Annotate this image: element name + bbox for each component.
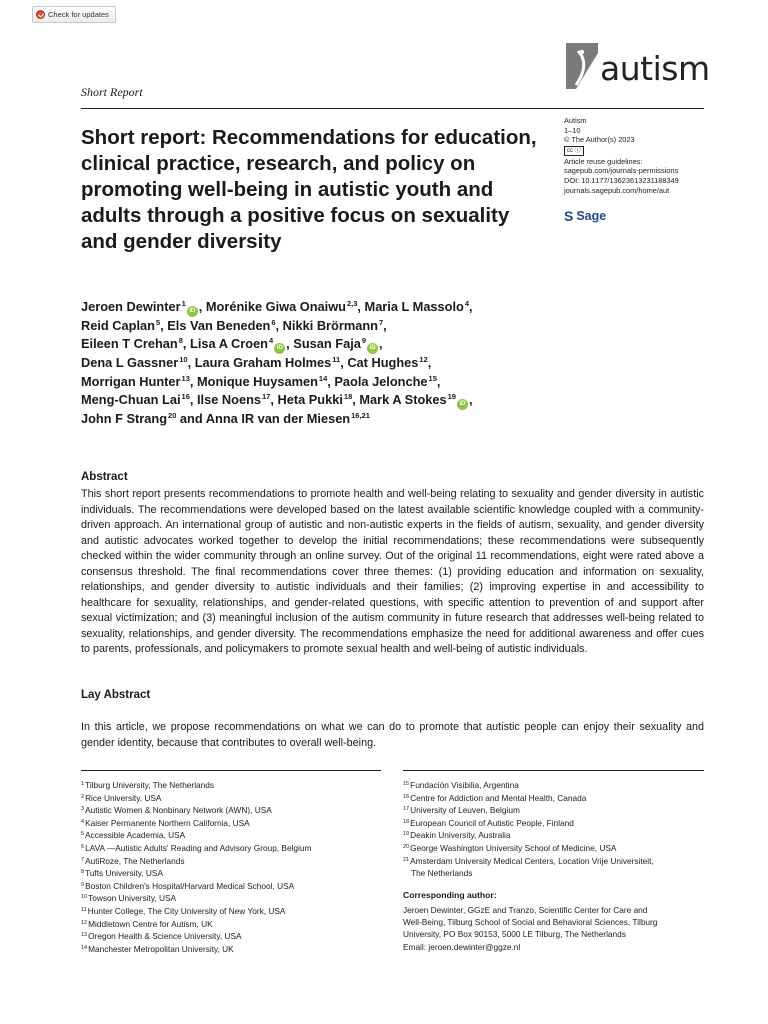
author bbox=[81, 392, 190, 407]
affiliation-text: Tufts University, USA bbox=[85, 868, 163, 879]
author-list: Jeroen Dewinter$^1$iD , Morénike Giwa Onaiwu$^{2,3}$, Maria L Massolo$^4$, Reid Caplan$^5$, Els Van Beneden$^6$, Nikki Brörmann$^7$, Eileen T Crehan$^8$, Lisa A Croen$^4$iD , Susan Faja$^9$iD , Dena L Gassner$^{10}$, Laura Graham Holmes$^{11}$, Cat Hughes$^{12}$, Morrigan Hunter$^{13}$, Monique Huysamen$^{14}$, Paola Jelonche$^{15}$, Meng-Chuan Lai$^{16}$, Ilse Noens$^{17}$, Heta Pukki$^{18}$, Mark A Stokes$^{19}$iD , John F Strang$^{20}$ and Anna IR van der Miesen$^{16,21}$ bbox=[81, 299, 473, 427]
page-range: 1–10 bbox=[564, 125, 581, 135]
affiliation-text: Autistic Women & Nonbinary Network (AWN), USA bbox=[85, 805, 272, 816]
article-title: Short report: Recommendations for education, clinical practice, research, and policy on promoting well-being in autistic youth and adults through a positive focus on sexuality and gender diversity bbox=[81, 126, 537, 253]
author-affiliation-ref: 9 bbox=[361, 336, 367, 346]
author-name: Anna IR van der Miesen bbox=[205, 411, 351, 427]
author-affiliation-ref: 18 bbox=[343, 392, 353, 402]
journal-name: Autism bbox=[564, 116, 587, 125]
lay-abstract-heading: Lay Abstract bbox=[81, 689, 151, 701]
journal-meta bbox=[564, 116, 704, 195]
author-name: Susan Faja bbox=[293, 336, 361, 352]
affiliation-number: 6 bbox=[81, 843, 85, 850]
author-name: Morénike Giwa Onaiwu bbox=[205, 299, 346, 314]
author-affiliation-ref: 11 bbox=[332, 355, 341, 365]
lay-abstract-text: In this article, we propose recommendations on what we can do to promote that autistic people can enjoy their sexuality and gender identity, because that contributes to overall well-being. bbox=[81, 721, 704, 749]
author-name: Meng-Chuan Lai bbox=[81, 392, 181, 408]
affiliation-number: 4 bbox=[81, 818, 85, 825]
corresponding-line: University, PO Box 90153, 5000 LE Tilburg, The Netherlands bbox=[403, 929, 626, 940]
author-name: Nikki Brörmann bbox=[282, 318, 378, 333]
author-affiliation-ref: 4 bbox=[269, 336, 274, 346]
affiliation-item bbox=[81, 792, 381, 805]
footer-rule-left bbox=[81, 770, 381, 771]
author bbox=[81, 336, 183, 351]
corresponding-email[interactable]: Email: jeroen.dewinter@ggze.nl bbox=[403, 941, 521, 952]
affiliation-number: 9 bbox=[81, 881, 85, 888]
author bbox=[81, 374, 190, 389]
affiliations-left bbox=[81, 779, 381, 955]
author-name: Morrigan Hunter bbox=[81, 373, 181, 389]
affiliation-number: 12 bbox=[81, 919, 88, 926]
author-affiliation-ref: 19 bbox=[447, 392, 456, 402]
author-affiliation-ref: 14 bbox=[318, 373, 328, 383]
journal-home-link[interactable]: journals.sagepub.com/home/aut bbox=[564, 185, 670, 195]
affiliation-item bbox=[81, 892, 381, 905]
affiliation-number: 3 bbox=[81, 806, 85, 813]
journal-logo bbox=[564, 43, 710, 98]
affiliation-text: Manchester Metropolitan University, UK bbox=[88, 943, 234, 954]
author-name: Laura Graham Holmes bbox=[194, 355, 332, 371]
affiliation-number: 1 bbox=[81, 781, 85, 787]
affiliation-number: 15 bbox=[403, 781, 410, 787]
affiliation-item bbox=[81, 817, 381, 830]
author bbox=[293, 336, 379, 351]
author-affiliation-ref: 17 bbox=[262, 392, 271, 402]
author bbox=[167, 318, 275, 333]
affiliation-item bbox=[81, 842, 381, 855]
journal-logo-word: autism bbox=[600, 49, 710, 88]
affiliation-number: 21 bbox=[403, 856, 410, 863]
affiliation-number: 18 bbox=[403, 818, 410, 825]
publisher-logo bbox=[564, 208, 606, 224]
affiliation-number: 13 bbox=[81, 932, 88, 939]
author-name: Jeroen Dewinter bbox=[81, 299, 181, 314]
affiliation-item bbox=[81, 779, 381, 792]
author-affiliation-ref: 20 bbox=[168, 411, 177, 421]
affiliation-item bbox=[81, 880, 381, 893]
author-affiliation-ref: 6 bbox=[271, 318, 276, 327]
corresponding-address bbox=[403, 904, 703, 953]
affiliation-item bbox=[81, 855, 381, 868]
affiliation-text: Amsterdam University Medical Centers, Location Vrije Universiteit, bbox=[410, 855, 654, 866]
author-affiliation-ref: 10 bbox=[179, 355, 188, 365]
affiliation-item bbox=[81, 804, 381, 817]
abstract-heading: Abstract bbox=[81, 471, 128, 483]
sage-s-icon: S bbox=[564, 208, 574, 224]
affiliation-item bbox=[81, 918, 381, 931]
affiliation-number: 2 bbox=[81, 793, 85, 800]
corresponding-line: Jeroen Dewinter, GGzE and Tranzo, Scientific Center for Care and bbox=[403, 905, 648, 915]
affiliation-item bbox=[81, 930, 381, 943]
affiliation-number: 20 bbox=[403, 843, 410, 850]
author bbox=[81, 411, 176, 426]
update-badge-icon bbox=[36, 10, 45, 19]
check-for-updates-label: Check for updates bbox=[48, 10, 109, 19]
author-affiliation-ref: 4 bbox=[464, 299, 470, 308]
affiliation-text: Fundación Visibilia, Argentina bbox=[410, 780, 519, 790]
author-name: Cat Hughes bbox=[347, 355, 419, 371]
author bbox=[81, 299, 199, 314]
affiliation-item bbox=[81, 829, 381, 842]
author-name: Paola Jelonche bbox=[334, 373, 428, 389]
affiliation-text: Deakin University, Australia bbox=[410, 830, 511, 841]
orcid-icon[interactable]: iD bbox=[457, 399, 468, 410]
affiliation-item bbox=[81, 943, 381, 956]
copyright: © The Author(s) 2023 bbox=[564, 135, 635, 145]
affiliation-text: European Council of Autistic People, Finland bbox=[410, 817, 574, 828]
author bbox=[334, 374, 437, 389]
affiliation-text: University of Leuven, Belgium bbox=[410, 805, 520, 816]
author-name: Lisa A Croen bbox=[190, 336, 268, 352]
publisher-name: Sage bbox=[576, 209, 607, 223]
affiliation-number: 17 bbox=[403, 806, 410, 813]
journal-logo-mark-icon bbox=[564, 43, 600, 98]
author bbox=[195, 355, 341, 370]
affiliation-number: 19 bbox=[403, 831, 410, 838]
affiliation-text: AutiRoze, The Netherlands bbox=[85, 855, 185, 866]
affiliation-number: 16 bbox=[403, 793, 410, 800]
affiliation-item bbox=[403, 779, 704, 792]
affiliation-number: 7 bbox=[81, 856, 85, 863]
affiliation-item bbox=[403, 855, 704, 880]
affiliations-right bbox=[403, 779, 704, 880]
author-name: Mark A Stokes bbox=[359, 392, 447, 408]
author bbox=[365, 299, 470, 314]
author-affiliation-ref: 15 bbox=[428, 373, 437, 383]
affiliation-text: Middletown Centre for Autism, UK bbox=[88, 918, 213, 929]
affiliation-text: George Washington University School of Medicine, USA bbox=[410, 842, 617, 853]
affiliation-text: Tilburg University, The Netherlands bbox=[85, 780, 215, 790]
orcid-icon[interactable]: iD bbox=[367, 343, 378, 354]
author-affiliation-ref: 8 bbox=[178, 336, 183, 346]
header-rule bbox=[81, 108, 704, 109]
author-name: John F Strang bbox=[81, 411, 168, 427]
author-affiliation-ref: 1 bbox=[181, 299, 186, 308]
author bbox=[206, 299, 358, 314]
author-affiliation-ref: 16,21 bbox=[351, 411, 370, 421]
affiliation-text: Oregon Health & Science University, USA bbox=[88, 931, 242, 942]
author-name: Monique Huysamen bbox=[197, 373, 318, 389]
doi[interactable]: DOI: 10.1177/13623613231188349 bbox=[564, 175, 679, 185]
author bbox=[197, 392, 270, 407]
author-affiliation-ref: 2,3 bbox=[346, 299, 358, 308]
affiliation-text: LAVA —Autistic Adults' Reading and Advisory Group, Belgium bbox=[85, 842, 312, 853]
orcid-icon[interactable]: iD bbox=[274, 343, 285, 354]
affiliation-item bbox=[403, 842, 704, 855]
permissions-link[interactable]: sagepub.com/journals-permissions bbox=[564, 166, 679, 176]
author bbox=[347, 355, 427, 370]
affiliation-text: Rice University, USA bbox=[85, 792, 162, 803]
author-name: Ilse Noens bbox=[197, 392, 262, 408]
author bbox=[190, 336, 286, 351]
author bbox=[81, 355, 188, 370]
author-join: and bbox=[176, 411, 206, 427]
affiliation-number: 11 bbox=[81, 906, 87, 913]
affiliation-text: Accessible Academia, USA bbox=[85, 830, 186, 841]
affiliation-number: 14 bbox=[81, 944, 88, 951]
affiliation-item bbox=[81, 867, 381, 880]
author bbox=[197, 374, 327, 389]
affiliation-item bbox=[403, 829, 704, 842]
affiliation-text-continued: The Netherlands bbox=[411, 868, 473, 879]
affiliation-text: Boston Children's Hospital/Harvard Medical School, USA bbox=[85, 880, 295, 891]
author-name: Reid Caplan bbox=[81, 318, 155, 333]
author-affiliation-ref: 12 bbox=[419, 355, 428, 365]
author bbox=[283, 318, 383, 333]
affiliation-item bbox=[403, 792, 704, 805]
abstract-text: This short report presents recommendations to promote health and well-being relating to sexuality and gender diversity in autistic individuals. The recommendations were developed based on the latest available scientific knowledge coupled with a community-driven approach. An international group of autistic and non-autistic experts in the fields of autism, sexuality, and gender diversity and autistic advocates worked together to develop the initial recommendations; these recommendations were subsequently checked within the wider community through an online survey. Out of the original 11 recommendations, eight were rated above a consensus threshold. The final recommendations cover three themes: (1) providing education and information on sexuality, relationships, and gender diversity to autistic individuals and their families; (2) improving expertise in and accessibility to healthcare for sexuality, relationships, and gender-related questions, with specific attention to prevention of and support after sexual victimization; and (3) meaningful inclusion of the autism community in future research that addresses well-being related to sexuality, relationships, and gender diversity. The recommendations emphasize the need for additional awareness and offer cues to parents, professionals, and policymakers to promote sexual health and well-being of autistic individuals. bbox=[81, 488, 704, 655]
section-label: Short Report bbox=[81, 85, 143, 99]
author-affiliation-ref: 7 bbox=[378, 318, 384, 327]
author-name: Els Van Beneden bbox=[167, 318, 271, 333]
affiliation-number: 10 bbox=[81, 894, 88, 901]
affiliation-text: Kaiser Permanente Northern California, USA bbox=[85, 817, 250, 828]
orcid-icon[interactable]: iD bbox=[187, 306, 198, 317]
check-for-updates-button[interactable] bbox=[32, 6, 116, 23]
author-affiliation-ref: 13 bbox=[181, 373, 190, 383]
affiliation-text: Hunter College, The City University of New York, USA bbox=[87, 905, 286, 916]
corresponding-heading: Corresponding author: bbox=[403, 890, 497, 900]
author-affiliation-ref: 16 bbox=[181, 392, 190, 402]
author bbox=[81, 318, 160, 333]
author-name: Maria L Massolo bbox=[364, 299, 464, 314]
author-name: Dena L Gassner bbox=[81, 355, 179, 371]
affiliation-text: Centre for Addiction and Mental Health, Canada bbox=[410, 792, 587, 803]
reuse-guidelines: Article reuse guidelines: bbox=[564, 156, 643, 166]
affiliation-number: 8 bbox=[81, 869, 85, 876]
affiliation-text: Towson University, USA bbox=[88, 893, 177, 904]
affiliation-number: 5 bbox=[81, 831, 85, 838]
license-badge-icon: cc ⓘ bbox=[564, 146, 584, 156]
author-affiliation-ref: 5 bbox=[155, 318, 161, 327]
author bbox=[206, 411, 370, 426]
author-name: Eileen T Crehan bbox=[81, 336, 178, 352]
corresponding-line: Well-Being, Tilburg School of Social and Behavioral Sciences, Tilburg bbox=[403, 917, 658, 928]
affiliation-item bbox=[403, 817, 704, 830]
affiliation-item bbox=[403, 804, 704, 817]
author bbox=[359, 392, 469, 407]
author bbox=[277, 392, 352, 407]
affiliation-item bbox=[81, 905, 381, 918]
author-name: Heta Pukki bbox=[277, 392, 343, 408]
footer-rule-right bbox=[403, 770, 704, 771]
